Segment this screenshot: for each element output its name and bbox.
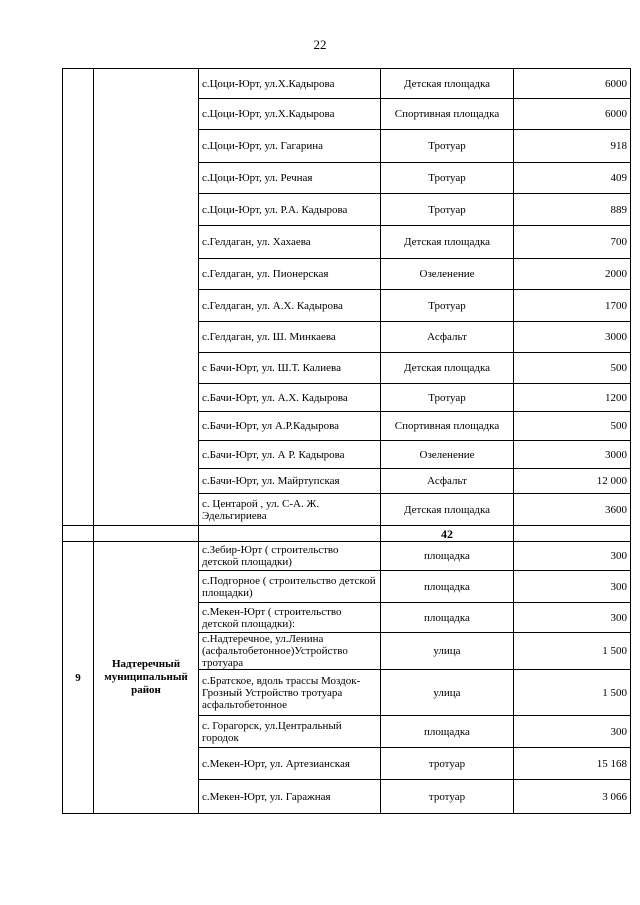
- amount-cell: 15 168: [514, 748, 631, 780]
- amount-cell: 409: [514, 163, 631, 194]
- work-type-cell: площадка: [381, 716, 514, 748]
- address-cell: с.Мекен-Юрт ( строительство детской площадки):: [199, 603, 381, 633]
- address-cell: с.Гелдаган, ул. Ш. Минкаева: [199, 322, 381, 353]
- amount-cell: 1200: [514, 384, 631, 412]
- work-type-cell: площадка: [381, 603, 514, 633]
- work-type-cell: тротуар: [381, 780, 514, 814]
- address-cell: с.Мекен-Юрт, ул. Гаражная: [199, 780, 381, 814]
- address-cell: с.Цоци-Юрт, ул. Речная: [199, 163, 381, 194]
- work-type-cell: Спортивная площадка: [381, 99, 514, 130]
- subtotal-row: [63, 526, 631, 542]
- work-type-cell: улица: [381, 670, 514, 716]
- work-type-cell: Асфальт: [381, 322, 514, 353]
- address-cell: с.Гелдаган, ул. А.Х. Кадырова: [199, 290, 381, 322]
- address-cell: с.Бачи-Юрт, ул. Майртупская: [199, 469, 381, 494]
- work-type-cell: площадка: [381, 542, 514, 571]
- amount-cell: 918: [514, 130, 631, 163]
- amount-cell: 2000: [514, 259, 631, 290]
- address-cell: с. Центарой , ул. С-А. Ж. Эдельгириева: [199, 494, 381, 526]
- amount-cell: 300: [514, 716, 631, 748]
- amount-cell: 889: [514, 194, 631, 226]
- district-name: Надтеречный муниципальный район: [94, 542, 199, 814]
- amount-cell: 700: [514, 226, 631, 259]
- subtotal-value: 42: [381, 526, 514, 542]
- address-cell: с.Подгорное ( строительство детской площадки): [199, 571, 381, 603]
- address-cell: с Бачи-Юрт, ул. Ш.Т. Калиева: [199, 353, 381, 384]
- amount-cell: 3600: [514, 494, 631, 526]
- address-cell: с.Бачи-Юрт, ул. А Р. Кадырова: [199, 441, 381, 469]
- work-type-cell: Тротуар: [381, 384, 514, 412]
- amount-cell: 3000: [514, 322, 631, 353]
- address-cell: с.Бачи-Юрт, ул А.Р.Кадырова: [199, 412, 381, 441]
- subtotal-gap-cell: [63, 526, 94, 542]
- number-cell: [63, 69, 94, 526]
- amount-cell: 12 000: [514, 469, 631, 494]
- work-type-cell: Детская площадка: [381, 494, 514, 526]
- work-type-cell: Асфальт: [381, 469, 514, 494]
- address-cell: с.Гелдаган, ул. Хахаева: [199, 226, 381, 259]
- address-cell: с.Цоци-Юрт, ул.Х.Кадырова: [199, 99, 381, 130]
- section-b-body: [63, 542, 631, 814]
- address-cell: с. Горагорск, ул.Центральный городок: [199, 716, 381, 748]
- amount-cell: 3 066: [514, 780, 631, 814]
- work-type-cell: Тротуар: [381, 290, 514, 322]
- work-type-cell: Тротуар: [381, 130, 514, 163]
- amount-cell: 500: [514, 353, 631, 384]
- amount-cell: 300: [514, 571, 631, 603]
- work-type-cell: улица: [381, 633, 514, 670]
- work-type-cell: Тротуар: [381, 194, 514, 226]
- work-type-cell: площадка: [381, 571, 514, 603]
- address-cell: с.Бачи-Юрт, ул. А.Х. Кадырова: [199, 384, 381, 412]
- work-type-cell: Озеленение: [381, 259, 514, 290]
- address-cell: с.Зебир-Юрт ( строительство детской площадки): [199, 542, 381, 571]
- amount-cell: 1700: [514, 290, 631, 322]
- amount-cell: 6000: [514, 69, 631, 99]
- district-number: 9: [63, 542, 94, 814]
- section-a-body: [63, 69, 631, 542]
- work-type-cell: Озеленение: [381, 441, 514, 469]
- amount-cell: 6000: [514, 99, 631, 130]
- subtotal-empty-cell: [199, 526, 381, 542]
- amount-cell: 3000: [514, 441, 631, 469]
- work-type-cell: Тротуар: [381, 163, 514, 194]
- amount-cell: 1 500: [514, 633, 631, 670]
- address-cell: с.Цоци-Юрт, ул.Х.Кадырова: [199, 69, 381, 99]
- address-cell: с.Надтеречное, ул.Ленина (асфальтобетонное)Устройство тротуара: [199, 633, 381, 670]
- table-row: [63, 542, 631, 571]
- page-number: 22: [313, 37, 327, 52]
- amount-cell: 300: [514, 603, 631, 633]
- amount-cell: 500: [514, 412, 631, 441]
- amount-cell: 1 500: [514, 670, 631, 716]
- table-row: [63, 69, 631, 99]
- improvement-table: [62, 68, 631, 814]
- subtotal-gap-cell: [94, 526, 199, 542]
- address-cell: с.Цоци-Юрт, ул. Гагарина: [199, 130, 381, 163]
- work-type-cell: Детская площадка: [381, 353, 514, 384]
- work-type-cell: Детская площадка: [381, 69, 514, 99]
- amount-cell: 300: [514, 542, 631, 571]
- address-cell: с.Братское, вдоль трассы Моздок-Грозный Устройство тротуара асфальтобетонное: [199, 670, 381, 716]
- district-cell: [94, 69, 199, 526]
- address-cell: с.Цоци-Юрт, ул. Р.А. Кадырова: [199, 194, 381, 226]
- address-cell: с.Мекен-Юрт, ул. Артезианская: [199, 748, 381, 780]
- work-type-cell: Детская площадка: [381, 226, 514, 259]
- subtotal-empty-cell: [514, 526, 631, 542]
- address-cell: с.Гелдаган, ул. Пионерская: [199, 259, 381, 290]
- work-type-cell: тротуар: [381, 748, 514, 780]
- work-type-cell: Спортивная площадка: [381, 412, 514, 441]
